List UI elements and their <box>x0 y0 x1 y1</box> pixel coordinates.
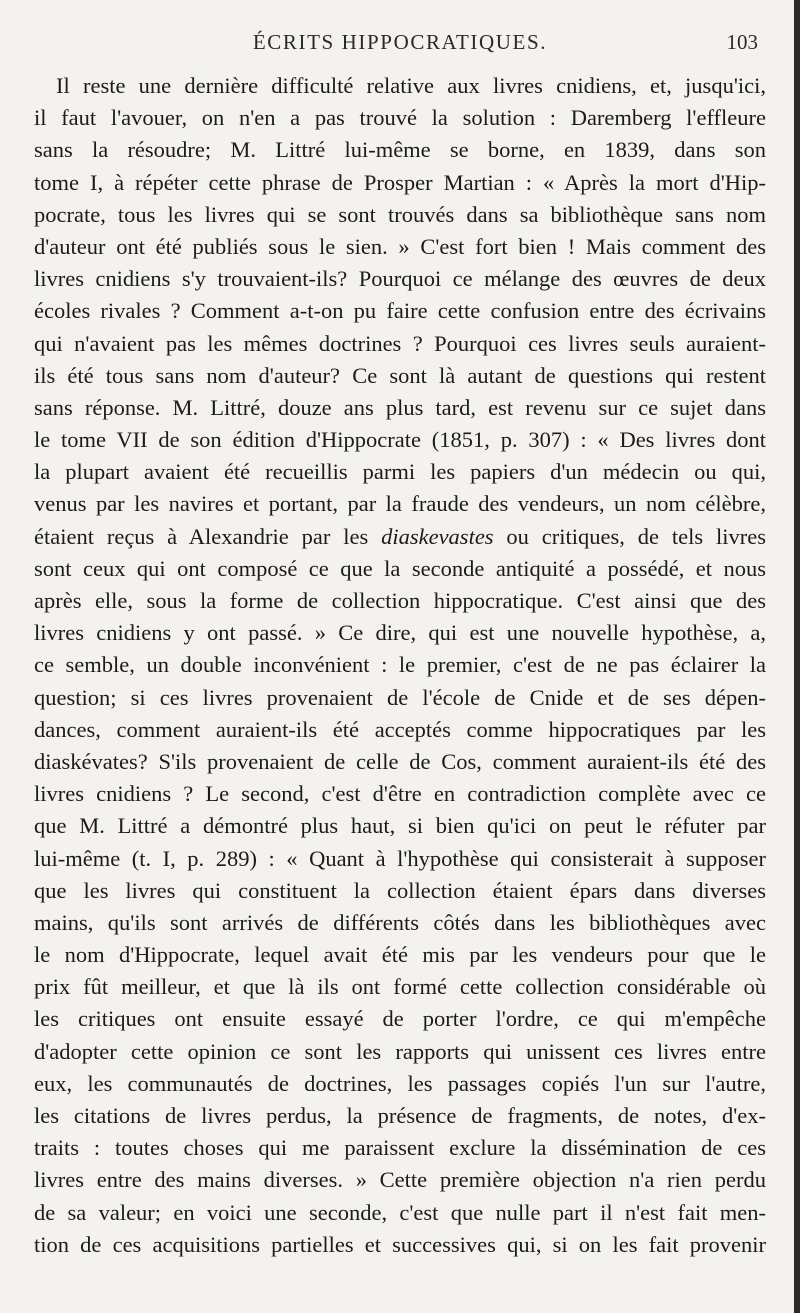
text-line: lui-même (t. I, p. 289) : « Quant à l'hypothèse qui consisterait à supposer <box>34 845 766 871</box>
text-line: prix fût meilleur, et que là ils ont formé cette collection considérable où <box>34 974 766 1000</box>
text-segment: ou critiques, de tels livres <box>493 523 766 549</box>
text-line: Il reste une dernière difficulté relative aux livres cnidiens, et, jusqu'ici, <box>56 73 766 98</box>
text-line: qui n'avaient pas les mêmes doctrines ? Pourquoi ces livres seuls auraient- <box>34 330 766 356</box>
text-line: après elle, sous la forme de collection hippocratique. C'est ainsi que des <box>34 588 766 613</box>
text-line: traits : toutes choses qui me paraissent exclure la dissémination de ces <box>34 1135 766 1161</box>
text-line-with-italic <box>34 521 766 553</box>
text-line: venus par les navires et portant, par la fraude des vendeurs, un nom célèbre, <box>34 491 766 517</box>
text-line: le tome VII de son édition d'Hippocrate (1851, p. 307) : « Des livres dont <box>34 427 766 453</box>
text-line: que M. Littré a démontré plus haut, si bien qu'ici on peut le réfuter par <box>34 813 766 839</box>
text-line: ils été tous sans nom d'auteur? Ce sont là autant de questions qui restent <box>34 362 766 388</box>
text-line: il faut l'avouer, on n'en a pas trouvé la solution : Daremberg l'effleure <box>34 105 766 131</box>
text-line: tion de ces acquisitions partielles et successives qui, si on les fait provenir <box>34 1231 766 1257</box>
text-line: dances, comment auraient-ils été acceptés comme hippocratiques par les <box>34 716 766 742</box>
text-line: les citations de livres perdus, la présence de fragments, de notes, d'ex- <box>34 1103 766 1128</box>
text-line: diaskévates? S'ils provenaient de celle de Cos, comment auraient-ils été des <box>34 748 766 774</box>
text-segment: étaient reçus à Alexandrie par les <box>34 523 382 549</box>
text-line: livres cnidiens y ont passé. » Ce dire, qui est une nouvelle hypothèse, a, <box>34 620 766 646</box>
text-line: livres cnidiens s'y trouvaient-ils? Pourquoi ce mélange des œuvres de deux <box>34 266 766 292</box>
text-line: tome I, à répéter cette phrase de Prosper Martian : « Après la mort d'Hip- <box>34 169 766 195</box>
text-line: la plupart avaient été recueillis parmi les papiers d'un médecin ou qui, <box>34 459 766 485</box>
text-line: d'auteur ont été publiés sous le sien. » C'est fort bien ! Mais comment des <box>34 233 766 259</box>
text-line: eux, les communautés de doctrines, les passages copiés l'un sur l'autre, <box>34 1070 766 1096</box>
running-head: ÉCRITS HIPPOCRATIQUES. <box>252 30 548 54</box>
text-line: écoles rivales ? Comment a-t-on pu faire cette confusion entre des écrivains <box>34 298 766 324</box>
page-header <box>40 26 760 66</box>
text-line: livres cnidiens ? Le second, c'est d'être en contradiction complète avec ce <box>34 781 766 807</box>
italic-term: diaskevastes <box>381 523 494 549</box>
text-line: sans la résoudre; M. Littré lui-même se borne, en 1839, dans son <box>34 137 766 163</box>
text-line: les critiques ont ensuite essayé de porter l'ordre, ce qui m'empêche <box>34 1006 766 1032</box>
text-line: que les livres qui constituent la collection étaient épars dans diverses <box>34 877 766 903</box>
text-line: question; si ces livres provenaient de l'école de Cnide et de ses dépen- <box>34 684 766 710</box>
text-line: ce semble, un double inconvénient : le premier, c'est de ne pas éclairer la <box>34 652 766 678</box>
text-line: le nom d'Hippocrate, lequel avait été mis par les vendeurs pour que le <box>34 942 766 968</box>
text-line: d'adopter cette opinion ce sont les rapports qui unissent ces livres entre <box>34 1038 766 1064</box>
text-line: livres entre des mains diverses. » Cette première objection n'a rien perdu <box>34 1167 766 1193</box>
text-line: mains, qu'ils sont arrivés de différents côtés dans les bibliothèques avec <box>34 909 766 935</box>
text-line: de sa valeur; en voici une seconde, c'est que nulle part il n'est fait men- <box>34 1199 766 1225</box>
body-text <box>34 70 766 1261</box>
text-line: sans réponse. M. Littré, douze ans plus tard, est revenu sur ce sujet dans <box>34 394 766 420</box>
text-line: pocrate, tous les livres qui se sont trouvés dans sa bibliothèque sans nom <box>34 201 766 227</box>
page-edge-shadow <box>794 0 800 1313</box>
text-line: sont ceux qui ont composé ce que la seconde antiquité a possédé, et nous <box>34 555 766 581</box>
page-number: 103 <box>726 30 758 54</box>
